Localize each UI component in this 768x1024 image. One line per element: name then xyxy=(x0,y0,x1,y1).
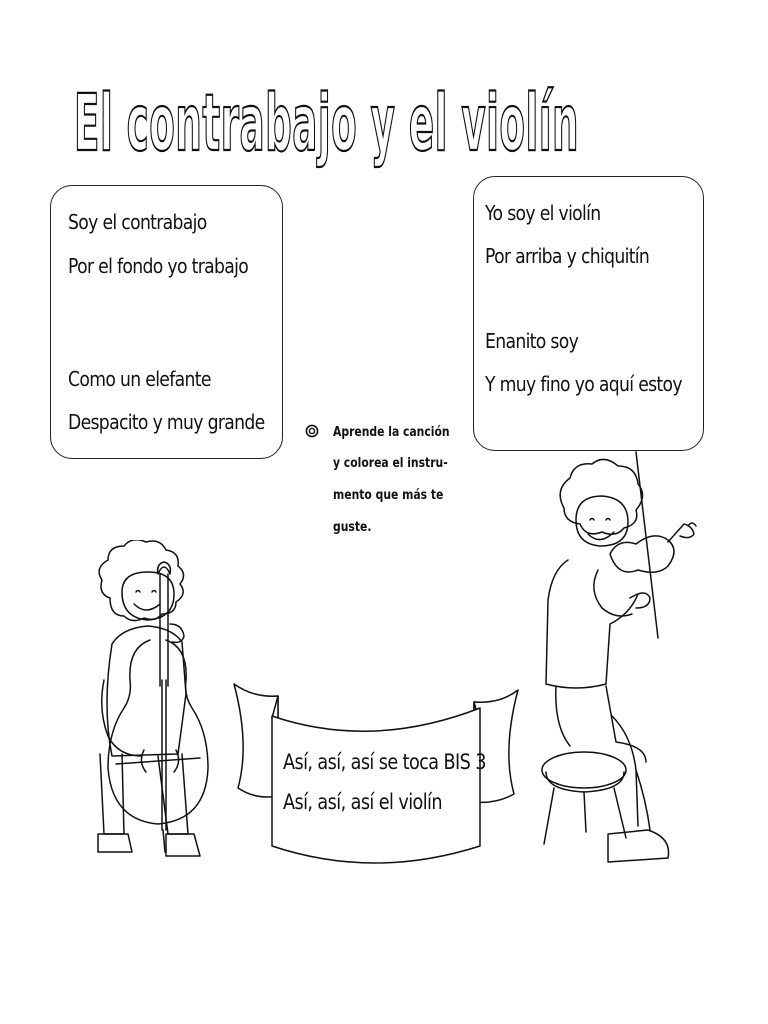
instruction-line: Aprende la canción xyxy=(333,424,450,440)
page-title-text: El contrabajo y el violín xyxy=(74,79,579,169)
chorus-line: Así, así, así el violín xyxy=(283,790,442,814)
chorus-line: Así, así, así se toca BIS 3 xyxy=(283,750,486,774)
verse-line: Despacito y muy grande xyxy=(68,410,265,434)
instruction-line: mento que más te xyxy=(333,487,444,503)
bullet-circle-icon xyxy=(305,424,319,438)
verse-line: Enanito soy xyxy=(485,329,579,353)
page-title xyxy=(70,68,710,168)
verse-line: Por arriba y chiquitín xyxy=(485,244,650,268)
instruction-line: guste. xyxy=(333,519,372,535)
verse-line: Yo soy el violín xyxy=(485,201,601,225)
verse-line: Como un elefante xyxy=(68,367,211,391)
violinist-illustration xyxy=(538,450,698,882)
verse-line: Por el fondo yo trabajo xyxy=(68,254,249,278)
double-bass-player-illustration xyxy=(88,540,218,905)
verse-line: Soy el contrabajo xyxy=(68,210,207,234)
instruction-line: y colorea el instru- xyxy=(333,455,448,471)
verse-line: Y muy fino yo aquí estoy xyxy=(485,372,682,396)
